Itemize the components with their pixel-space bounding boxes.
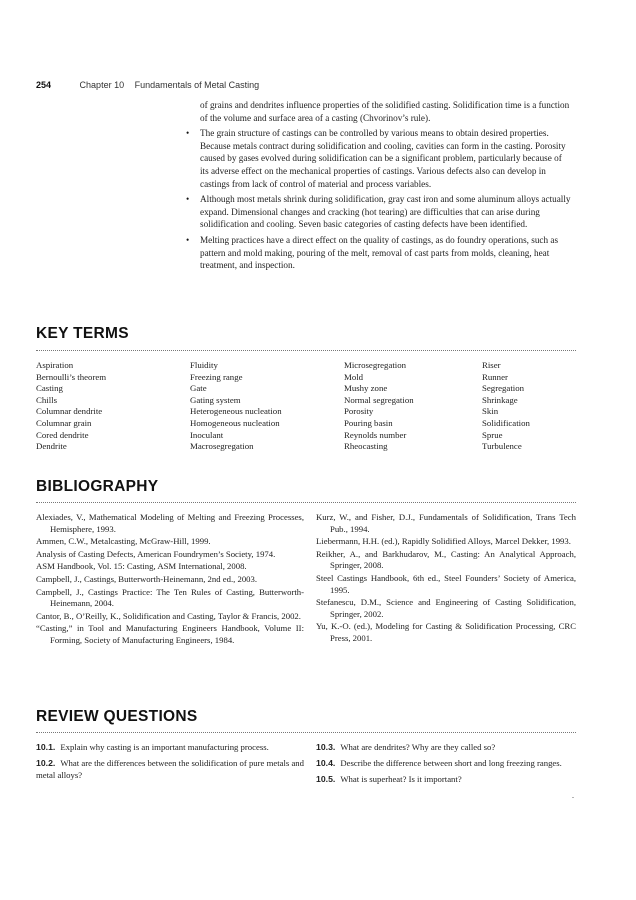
key-term: Gate [190,383,207,394]
key-term: Dendrite [36,441,67,452]
key-term: Shrinkage [482,394,518,405]
key-terms-heading: KEY TERMS [36,325,129,342]
chapter-label: Chapter 10 [79,80,125,90]
question-number: 10.1. [36,742,56,752]
question-text: What are dendrites? Why are they called so? [340,742,496,752]
key-term: Inoculant [190,429,224,440]
section-divider [36,350,576,351]
bibliography-entry: Kurz, W., and Fisher, D.J., Fundamentals of Solidification, Trans Tech Pub., 1994. [316,512,576,534]
review-question [36,758,304,782]
key-term: Casting [36,383,63,394]
review-questions-right-column [316,742,576,789]
summary-continuation: of grains and dendrites influence properties of the solidified casting. Solidification time is a function of the volume and surface area of a casting (Chvorinov’s rule). [200,100,570,123]
key-terms-column [36,360,190,453]
key-terms-table [36,360,576,453]
key-terms-column [344,360,482,453]
question-number: 10.4. [316,757,336,768]
bibliography-entry: ASM Handbook, Vol. 15: Casting, ASM International, 2008. [36,561,247,572]
review-questions-left-column [36,742,304,785]
bibliography-entry: Campbell, J., Castings Practice: The Ten Rules of Casting, Butterworth-Heinemann, 2004. [36,586,304,609]
chapter-title: Fundamentals of Metal Casting [134,80,260,90]
key-term: Heterogeneous nucleation [190,406,282,417]
key-term: Columnar grain [36,417,92,428]
bibliography-entry: Steel Castings Handbook, 6th ed., Steel Founders’ Society of America, 1995. [316,572,576,595]
key-term: Fluidity [190,360,218,370]
question-number: 10.2. [36,757,56,768]
bibliography-entry: Ammen, C.W., Metalcasting, McGraw-Hill, 1999. [36,536,211,547]
bibliography-entry: Analysis of Casting Defects, American Foundrymen’s Society, 1974. [36,548,276,559]
key-terms-column [482,360,576,453]
bibliography-entry: Stefanescu, D.M., Science and Engineering of Casting Solidification, Springer, 2002. [316,597,576,619]
review-question [36,742,304,754]
section-divider [36,732,576,733]
summary-bullet: • The grain structure of castings can be controlled by various means to obtain desired properties. Because metals contract during solidification and cooling, cavities can form in the casting. Porosity caused by gases evolved during solidification can be a significant problem, particularly because of its adverse effect on the mechanical properties of castings. Various defects also can develop in castings from lack of control of material and process variables. [186,127,572,190]
review-question [316,758,576,770]
question-text: Explain why casting is an important manufacturing process. [60,742,269,752]
bibliography-left-column [36,512,304,648]
summary-bullet: • Although most metals shrink during solidification, gray cast iron and some aluminum alloys actually expand. Dimensional changes and cracking (hot tearing) are difficulties that can arise during solidification and cooling. Seven basic categories of casting defects have been identified. [186,193,572,231]
key-term: Columnar dendrite [36,406,103,417]
key-term: Macrosegregation [190,441,254,452]
key-term: Homogeneous nucleation [190,417,280,428]
bibliography-entry: “Casting,” in Tool and Manufacturing Engineers Handbook, Volume II: Forming, Society of Manufacturing Engineers, 1984. [36,623,304,645]
key-term: Mushy zone [344,383,388,394]
key-term: Aspiration [36,360,74,370]
bibliography-entry: Alexiades, V., Mathematical Modeling of Melting and Freezing Processes, Hemisphere, 1993. [36,512,304,534]
bibliography-heading: BIBLIOGRAPHY [36,478,159,495]
review-questions-heading: REVIEW QUESTIONS [36,708,198,725]
bibliography-right-column [316,512,576,646]
key-term: Gating system [190,394,241,405]
key-term: Rheocasting [344,441,388,452]
review-question [316,742,576,754]
question-text: What are the differences between the solidification of pure metals and metal alloys? [36,757,304,780]
key-term: Cored dendrite [36,429,89,440]
key-term: Skin [482,406,499,417]
question-number: 10.5. [316,773,336,784]
key-term: Reynolds number [344,429,407,440]
question-text: Describe the difference between short and long freezing ranges. [340,757,562,768]
summary-bullet: • Melting practices have a direct effect on the quality of castings, as do foundry operations, such as pattern and mold making, pouring of the melt, removal of cast parts from molds, cleaning, heat treatment, and inspection. [186,234,572,272]
key-term: Solidification [482,417,530,428]
key-term: Segregation [482,383,525,394]
key-term: Riser [482,360,501,370]
section-divider [36,502,576,503]
key-term: Porosity [344,406,374,417]
key-term: Normal segregation [344,394,414,405]
bibliography-entry: Cantor, B., O’Reilly, K., Solidification and Casting, Taylor & Francis, 2002. [36,610,301,621]
bibliography-entry: Reikher, A., and Barkhudarov, M., Casting: An Analytical Approach, Springer, 2008. [316,548,576,571]
summary-bullets [186,99,572,275]
question-text: What is superheat? Is it important? [340,773,462,784]
key-term: Freezing range [190,371,243,382]
key-term: Turbulence [482,441,522,452]
key-term: Runner [482,371,508,382]
key-term: Bernoulli’s theorem [36,371,107,382]
key-term: Microsegregation [344,360,407,370]
key-term: Sprue [482,429,503,440]
key-terms-column [190,360,344,453]
key-term: Chills [36,394,58,405]
key-term: Mold [344,371,364,382]
question-number: 10.3. [316,742,336,752]
bibliography-entry: Yu, K.-O. (ed.), Modeling for Casting & Solidification Processing, CRC Press, 2001. [316,621,576,643]
page-number: 254 [36,80,52,90]
bibliography-entry: Campbell, J., Castings, Butterworth-Heinemann, 2nd ed., 2003. [36,573,258,584]
review-question [316,774,576,786]
running-header [36,80,259,90]
page-end-mark: . [572,791,574,800]
bibliography-entry: Liebermann, H.H. (ed.), Rapidly Solidified Alloys, Marcel Dekker, 1993. [316,536,571,547]
key-term: Pouring basin [344,417,393,428]
